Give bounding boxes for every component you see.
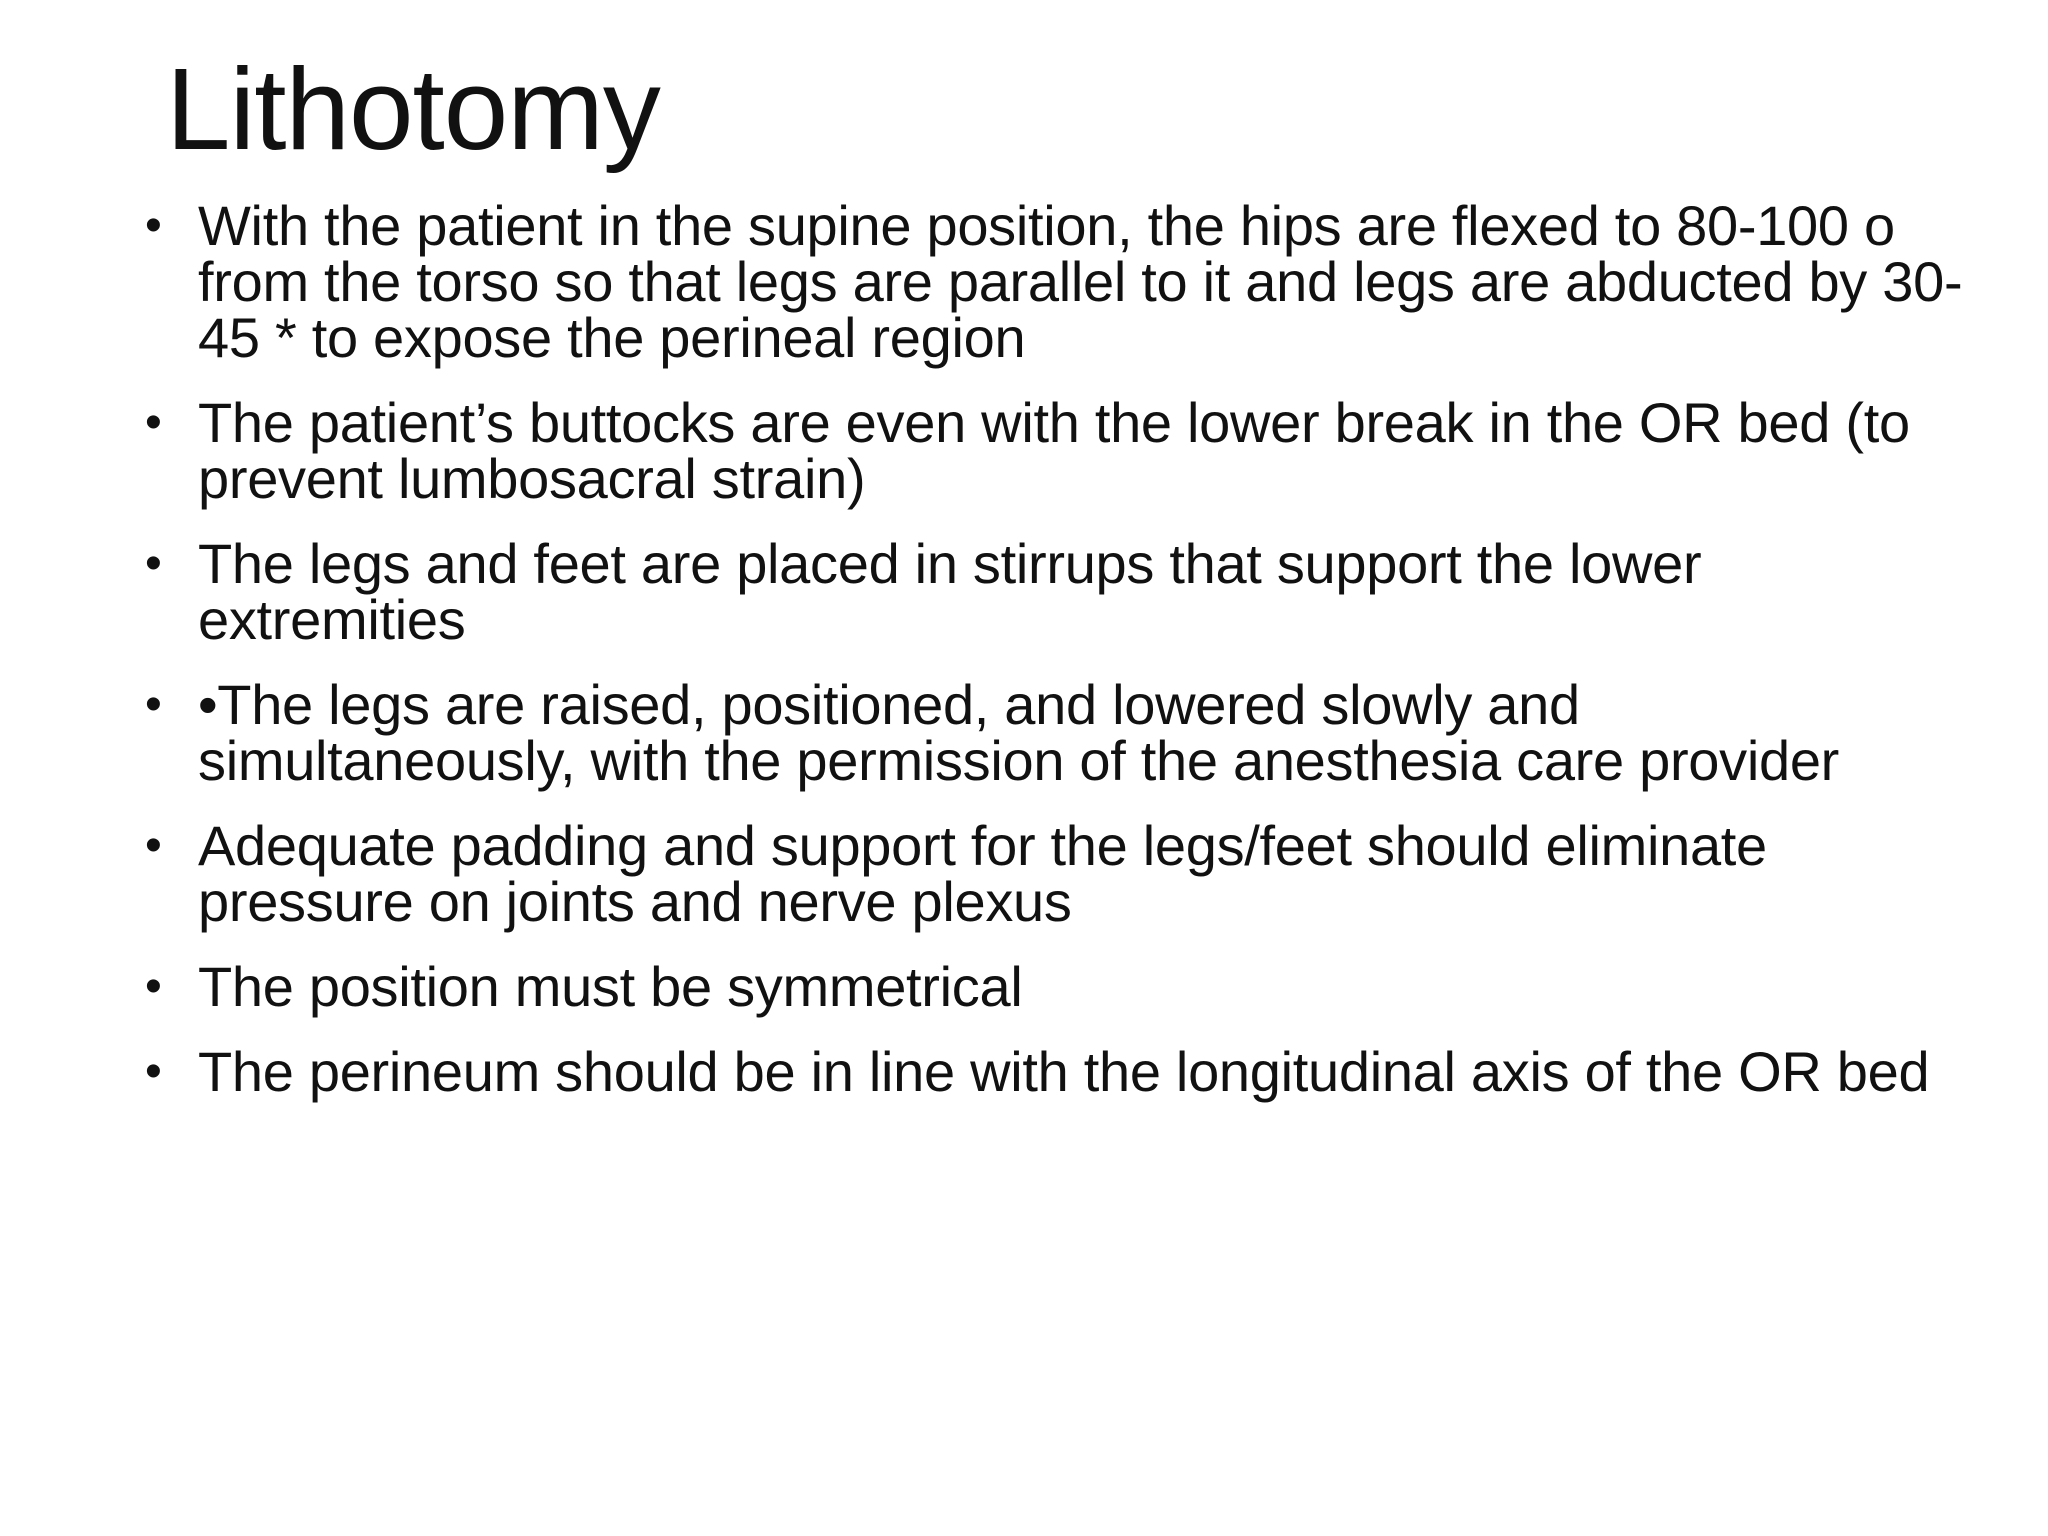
bullet-icon: • xyxy=(145,678,162,731)
bullet-text: •The legs are raised, positioned, and lowered slowly and simultaneously, with the permission of the anesthesia care provider xyxy=(198,673,1840,792)
bullet-item xyxy=(145,194,1965,369)
bullet-text: The patient’s buttocks are even with the lower break in the OR bed (to prevent lumbosacral strain) xyxy=(198,391,1910,510)
bullet-text: Adequate padding and support for the legs/feet should eliminate pressure on joints and nerve plexus xyxy=(198,814,1767,933)
bullet-text: The legs and feet are placed in stirrups that support the lower extremities xyxy=(198,532,1702,651)
bullet-list xyxy=(145,194,1965,1129)
bullet-item xyxy=(145,532,1965,651)
slide-title: Lithotomy xyxy=(166,44,660,174)
bullet-item xyxy=(145,1040,1965,1103)
bullet-text: The position must be symmetrical xyxy=(198,955,1023,1018)
bullet-item xyxy=(145,955,1965,1018)
bullet-icon: • xyxy=(145,960,162,1013)
bullet-icon: • xyxy=(145,199,162,252)
bullet-item xyxy=(145,814,1965,933)
bullet-text: With the patient in the supine position, the hips are flexed to 80-100 o from the torso so that legs are parallel to it and legs are abducted by 30-45 * to expose the perineal region xyxy=(198,194,1963,369)
bullet-item xyxy=(145,391,1965,510)
bullet-item xyxy=(145,673,1965,792)
bullet-icon: • xyxy=(145,819,162,872)
bullet-icon: • xyxy=(145,396,162,449)
bullet-icon: • xyxy=(145,1045,162,1098)
bullet-text: The perineum should be in line with the longitudinal axis of the OR bed xyxy=(198,1040,1930,1103)
bullet-icon: • xyxy=(145,537,162,590)
